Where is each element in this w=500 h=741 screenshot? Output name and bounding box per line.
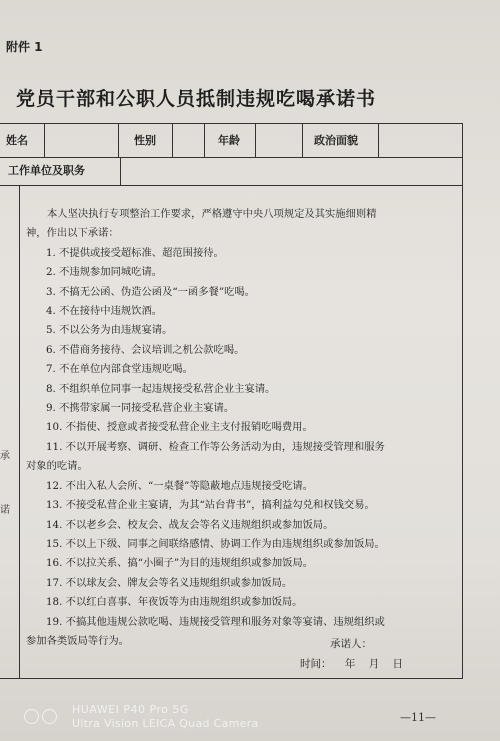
commitment-item-2: 2. 不违规参加同城吃请。 [46, 266, 163, 279]
annex-label: 附件 1 [6, 40, 43, 54]
commitment-item-9: 9. 不携带家属一同接受私营企业主宴请。 [46, 402, 235, 415]
unit-position-label: 工作单位及职务 [8, 164, 85, 177]
watermark-line-1: HUAWEI P40 Pro 5G [72, 703, 189, 716]
commitment-item-15: 15. 不以上下级、同事之间联络感情、协调工作为由违规组织或参加饭局。 [46, 537, 385, 550]
commitment-item-7: 7. 不在单位内部食堂违规吃喝。 [46, 363, 193, 376]
commitment-item-5: 5. 不以公务为由违规宴请。 [46, 324, 173, 337]
document-title: 党员干部和公职人员抵制违规吃喝承诺书 [16, 88, 377, 110]
political-status-label: 政治面貌 [314, 134, 358, 147]
date-label: 时间： 年 月 日 [300, 658, 404, 670]
age-label: 年龄 [218, 134, 240, 147]
commitment-item-18: 18. 不以红白喜事、年夜饭等为由违规组织或参加饭局。 [46, 596, 303, 609]
promisor-label: 承诺人： [330, 638, 372, 650]
circle-icon [24, 709, 39, 724]
page-number: —11— [400, 711, 436, 724]
commitment-item-3: 3. 不搞无公函、伪造公函及“一函多餐”吃喝。 [46, 285, 255, 298]
commitment-item-11-cont: 对象的吃请。 [26, 460, 88, 473]
commitment-item-4: 4. 不在接待中违规饮酒。 [46, 305, 163, 318]
commitment-item-19-cont: 参加各类饭局等行为。 [26, 634, 129, 647]
commitment-item-16: 16. 不以拉关系、搞“小圈子”为目的违规组织或参加饭局。 [46, 557, 314, 570]
intro-line-2: 神，作出以下承诺： [26, 227, 119, 240]
watermark-line-2: Ultra Vision LEICA Quad Camera [72, 717, 259, 730]
side-char-2: 诺 [0, 505, 10, 516]
commitment-item-10: 10. 不指使、授意或者接受私营企业主支付报销吃喝费用。 [46, 421, 313, 434]
commitment-item-11: 11. 不以开展考察、调研、检查工作等公务活动为由，违规接受管理和服务 [46, 440, 385, 453]
commitment-item-12: 12. 不出入私人会所、“一桌餐”等隐蔽地点违规接受吃请。 [46, 479, 314, 492]
commitment-item-17: 17. 不以球友会、牌友会等名义违规组织或参加饭局。 [46, 576, 293, 589]
commitment-body [26, 205, 462, 651]
commitment-item-14: 14. 不以老乡会、校友会、战友会等名义违规组织或参加饭局。 [46, 518, 334, 531]
unit-position-row [0, 157, 462, 186]
gender-label: 性别 [134, 134, 156, 147]
commitment-item-8: 8. 不组织单位同事一起违规接受私营企业主宴请。 [46, 382, 276, 395]
name-label: 姓名 [6, 134, 28, 147]
intro-line-1: 本人坚决执行专项整治工作要求，严格遵守中央八项规定及其实施细则精 [47, 208, 377, 220]
personal-info-row [0, 124, 462, 158]
commitment-item-1: 1. 不提供或接受超标准、超范围接待。 [46, 246, 224, 259]
circle-icon [42, 709, 57, 724]
commitment-item-6: 6. 不借商务接待、会议培训之机公款吃喝。 [46, 343, 245, 356]
side-char-1: 承 [0, 451, 10, 462]
commitment-item-19: 19. 不搞其他违规公款吃喝、违规接受管理和服务对象等宴请、违规组织或 [46, 615, 385, 628]
commitment-item-13: 13. 不接受私营企业主宴请，为其“站台背书”，搞利益勾兑和权钱交易。 [46, 499, 375, 512]
side-column [0, 185, 20, 678]
